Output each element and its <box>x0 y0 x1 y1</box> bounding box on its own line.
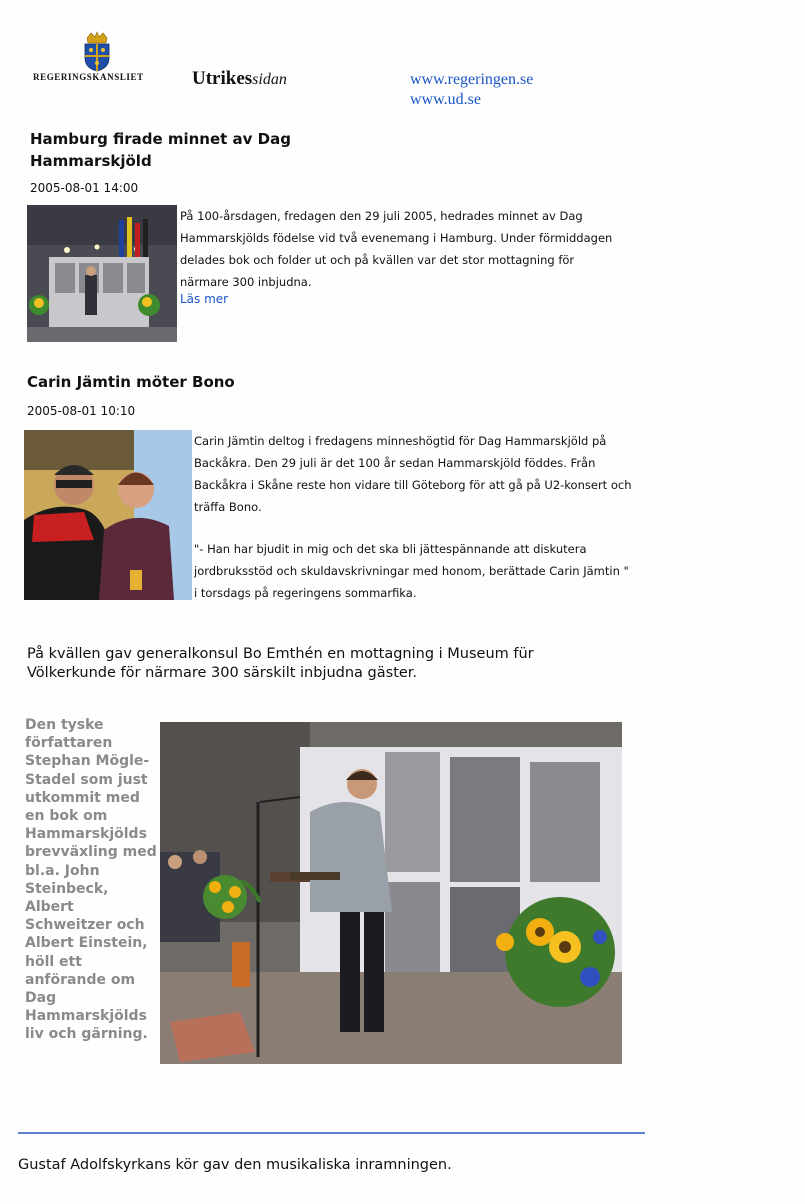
article-2-title: Carin Jämtin möter Bono <box>27 373 235 391</box>
article-2-date: 2005-08-01 10:10 <box>27 404 136 418</box>
speech-photo <box>160 722 622 1064</box>
regeringen-link[interactable]: www.regeringen.se <box>410 71 534 88</box>
article-1-body: På 100-årsdagen, fredagen den 29 juli 2005, hedrades minnet av Dag Hammarskjölds födelse vid två evenemang i Hamburg. Under förmiddagen delades bok och folder ut och på kvällen var det stor mottagning för närmare 300 inbjudna. <box>180 209 613 289</box>
photo-caption: Den tyske författaren Stephan Mögle-Stadel som just utkommit med en bok om Hammarskjölds brevväxling med bl.a. John Steinbeck, Albert Schweitzer och Albert Einstein, höll ett anförande om Dag Hammarskjölds liv och gärning. <box>25 717 157 1043</box>
article-2-quote: "- Han har bjudit in mig och det ska bli jättespännande att diskutera jordbruksstöd och skuldavskrivningar med honom, berättade Carin Jämtin " i torsdags på regeringens sommarfika. <box>194 542 629 600</box>
hamburg-ceremony-photo <box>27 205 177 342</box>
site-title <box>192 68 287 90</box>
ud-link[interactable]: www.ud.se <box>410 91 481 108</box>
read-more-link[interactable]: Läs mer <box>180 292 229 306</box>
government-crest-icon <box>82 30 112 72</box>
evening-reception-text: På kvällen gav generalkonsul Bo Emthén en mottagning i Museum für Völkerkunde för närmare 300 särskilt inbjudna gäster. <box>27 646 534 681</box>
article-1-date: 2005-08-01 14:00 <box>30 181 139 195</box>
article-1-title: Hamburg firade minnet av Dag Hammarskjöld <box>30 130 291 170</box>
separator-line <box>18 1132 645 1134</box>
footer-text: Gustaf Adolfskyrkans kör gav den musikaliska inramningen. <box>18 1157 452 1173</box>
article-2-body: Carin Jämtin deltog i fredagens minneshögtid för Dag Hammarskjöld på Backåkra. Den 29 juli är det 100 år sedan Hammarskjöld föddes. Från Backåkra i Skåne reste hon vidare till Göteborg för att gå på U2-konsert och träffa Bono. <box>194 434 632 514</box>
site-title-italic: sidan <box>252 71 287 88</box>
jamtin-bono-photo <box>24 430 192 600</box>
header-links <box>410 70 533 110</box>
site-title-bold: Utrikes <box>192 68 253 89</box>
org-name: REGERINGSKANSLIET <box>33 72 144 82</box>
